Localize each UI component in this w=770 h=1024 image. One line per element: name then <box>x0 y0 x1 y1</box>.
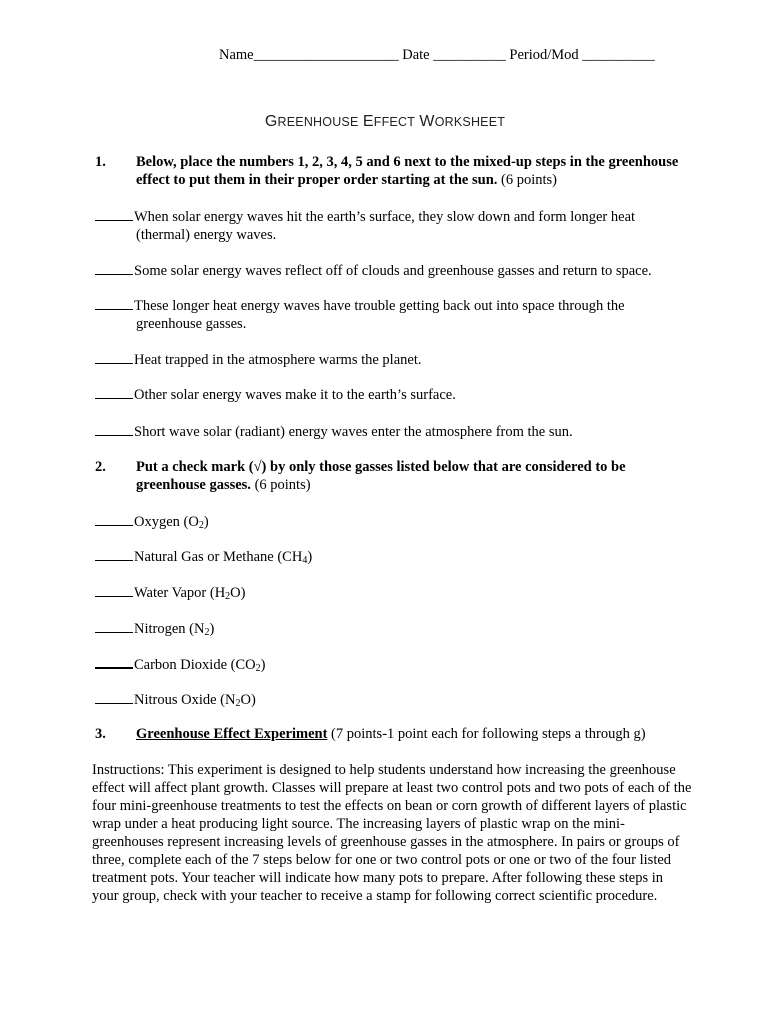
check-blank[interactable] <box>95 654 133 669</box>
question-3-heading <box>95 725 695 743</box>
header-fields <box>219 46 655 64</box>
check-blank[interactable] <box>95 547 133 561</box>
order-step-item: These longer heat energy waves have trouble getting back out into space through the greenhouse gasses. <box>95 296 685 333</box>
question-1-prompt: Below, place the numbers 1, 2, 3, 4, 5 and 6 next to the mixed-up steps in the greenhouse effect to put them in their proper order starting at the sun. (6 points) <box>136 154 679 188</box>
check-blank[interactable] <box>95 583 133 597</box>
gas-item: Natural Gas or Methane $(CH_4)$ <box>95 547 685 566</box>
check-blank[interactable] <box>95 512 133 526</box>
gas-item: Oxygen $(O_2)$ <box>95 512 685 531</box>
answer-blank[interactable] <box>95 350 133 364</box>
gas-item: Water Vapor $(H_2O)$ <box>95 583 685 602</box>
answer-blank[interactable] <box>95 422 133 436</box>
check-blank[interactable] <box>95 619 133 633</box>
name-field-label: Name____________________ <box>219 47 399 63</box>
worksheet-title: GREENHOUSE EFFECT WORKSHEET <box>264 113 506 130</box>
answer-blank[interactable] <box>95 385 133 399</box>
order-step-item: Some solar energy waves reflect off of clouds and greenhouse gasses and return to space. <box>95 261 685 280</box>
question-3-title: Greenhouse Effect Experiment (7 points-1 point each for following steps a through g) <box>136 726 646 742</box>
question-number: 3. <box>95 726 106 742</box>
gas-item: Carbon Dioxide $(CO_2)$ <box>95 654 685 674</box>
order-step-item: When solar energy waves hit the earth’s surface, they slow down and form longer heat (thermal) energy waves. <box>95 207 685 244</box>
question-number: 2. <box>95 459 106 475</box>
answer-blank[interactable] <box>95 296 133 310</box>
gas-item: Nitrous Oxide $(N_2O)$ <box>95 690 685 709</box>
period-field-label: Period/Mod __________ <box>509 47 655 63</box>
gas-item: Nitrogen $(N_2)$ <box>95 619 685 638</box>
answer-blank[interactable] <box>95 261 133 275</box>
question-2-prompt: Put a check mark (√) by only those gasses listed below that are considered to be greenhouse gasses. (6 points) <box>136 459 626 493</box>
answer-blank[interactable] <box>95 207 133 221</box>
question-number: 1. <box>95 154 106 170</box>
order-step-item: Other solar energy waves make it to the earth’s surface. <box>95 385 685 404</box>
date-field-label: Date __________ <box>402 47 506 63</box>
order-step-item: Heat trapped in the atmosphere warms the planet. <box>95 350 685 369</box>
order-step-item: Short wave solar (radiant) energy waves enter the atmosphere from the sun. <box>95 422 685 441</box>
check-blank[interactable] <box>95 690 133 704</box>
experiment-instructions: Instructions: This experiment is designed to help students understand how increasing the greenhouse effect will affect plant growth. Classes will prepare at least two control pots and two pots of each of the four mini-greenhouse treatments to test the effects on bean or corn growth of different layers of plastic wrap under a heat producing light source. The increasing layers of plastic wrap on the mini-greenhouses represent increasing levels of greenhouse gasses in the atmosphere. In pairs or groups of three, complete each of the 7 steps below for one or two control pots or one or two of the four listed treatment pots. Your teacher will indicate how many pots to prepare. After following these steps in your group, check with your teacher to receive a stamp for following correct scientific procedure. <box>92 762 692 904</box>
